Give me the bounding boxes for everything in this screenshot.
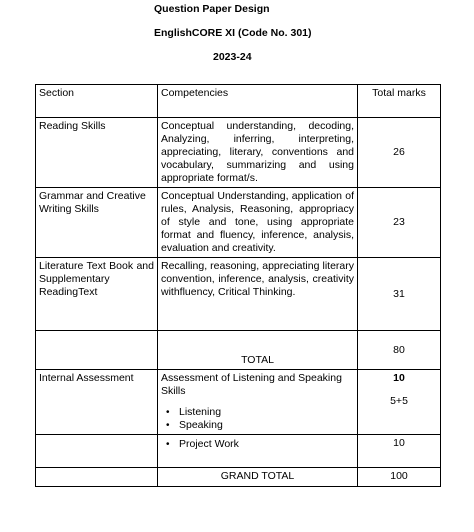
competencies-cell: Recalling, reasoning, appreciating literary convention, inference, analysis, creativity withfluency, Critical Thinking. [158,258,358,331]
internal-assessment-row [36,370,441,435]
listening-speaking-cell [158,370,358,435]
skills-list [161,406,354,432]
section-cell: Grammar and Creative Writing Skills [36,188,158,258]
table-header-row [36,85,441,118]
column-header-section: Section [36,85,158,118]
internal-marks-cell [358,370,441,435]
grand-total-empty-cell [36,468,158,487]
competencies-cell: Conceptual understanding, decoding, Analyzing, inferring, interpreting, appreciating, literary, conventions and vocabulary, summarizing and using appropriate format/s. [158,118,358,188]
list-item: • Listening [179,406,354,419]
grand-total-marks: 100 [358,468,441,487]
session-year: 2023-24 [213,51,252,63]
marks-cell: 26 [358,118,441,188]
column-header-total-marks: Total marks [358,85,441,118]
internal-assessment-label: Internal Assessment [36,370,158,435]
table-row [36,118,441,188]
document-title: Question Paper Design [154,3,270,15]
total-row [36,331,441,370]
project-work-marks: 10 [358,435,441,468]
section-cell: Reading Skills [36,118,158,188]
grand-total-row [36,468,441,487]
list-item: • Speaking [179,419,354,432]
project-list [161,438,354,451]
grand-total-label: GRAND TOTAL [158,468,358,487]
listening-speaking-marks: 10 [393,372,405,384]
project-work-cell [158,435,358,468]
total-empty-cell [36,331,158,370]
competencies-cell: Conceptual Understanding, application of rules, Analysis, Reasoning, appropriacy of style and tone, using appropriate format and fluency, inference, analysis, evaluation and creativity. [158,188,358,258]
question-paper-design-table [35,84,441,487]
marks-cell: 23 [358,188,441,258]
subject-title: EnglishCORE XI (Code No. 301) [154,27,312,39]
total-marks: 80 [358,331,441,370]
total-label: TOTAL [158,331,358,370]
column-header-competencies: Competencies [158,85,358,118]
project-work-row [36,435,441,468]
skills-split-marks: 5+5 [390,395,408,407]
section-cell: Literature Text Book and Supplementary ReadingText [36,258,158,331]
marks-cell: 31 [358,258,441,331]
table-row [36,258,441,331]
listening-speaking-heading: Assessment of Listening and Speaking Skills [161,372,342,397]
list-item: • Project Work [179,438,354,451]
table-row [36,188,441,258]
project-empty-cell [36,435,158,468]
